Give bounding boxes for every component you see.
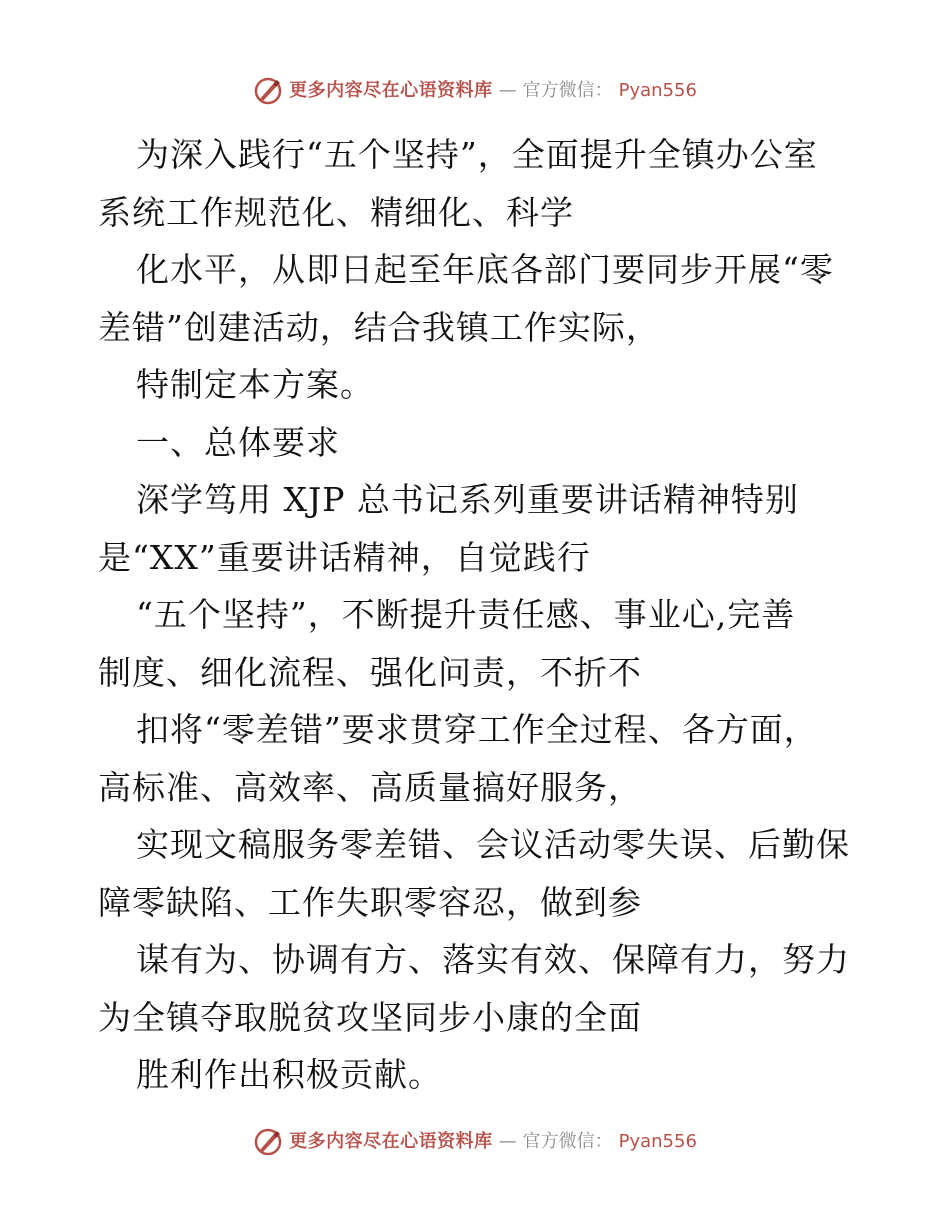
watermark-separator: — <box>498 1131 517 1152</box>
text-line: 差错”创建活动，结合我镇工作实际， <box>98 307 660 347</box>
header-watermark <box>0 76 950 106</box>
text-line: “五个坚持”，不断提升责任感、事业心,完善 <box>136 595 796 634</box>
text-line: 扣将“零差错”要求贯穿工作全过程、各方面， <box>136 710 818 749</box>
text-line: 系统工作规范化、精细化、科学 <box>98 192 574 232</box>
section-heading: 一、总体要求 <box>136 422 340 462</box>
text-line: 制度、细化流程、强化问责，不折不 <box>98 652 642 692</box>
watermark-wechat-id: Pyan556 <box>618 1131 697 1152</box>
document-body <box>98 126 858 1104</box>
text-line: 实现文稿服务零差错、会议活动零失误、后勤保 <box>136 825 850 864</box>
text-line: 高标准、高效率、高质量搞好服务， <box>98 767 642 807</box>
text-line: 胜利作出积极贡献。 <box>136 1055 442 1094</box>
watermark-site-text: 更多内容尽在心语资料库 <box>289 80 493 101</box>
watermark-separator: — <box>498 80 517 101</box>
text-line: 特制定本方案。 <box>136 365 374 404</box>
text-line: 障零缺陷、工作失职零容忍，做到参 <box>98 882 642 922</box>
text-line: 为深入践行“五个坚持”，全面提升全镇办公室 <box>136 135 818 174</box>
text-line: 深学笃用 XJP 总书记系列重要讲话精神特别 <box>136 480 799 519</box>
footer-watermark <box>0 1127 950 1157</box>
text-line: 是“XX”重要讲话精神，自觉践行 <box>98 537 591 577</box>
watermark-wechat-label: 官方微信： <box>522 80 613 101</box>
watermark-site-text: 更多内容尽在心语资料库 <box>289 1131 493 1152</box>
pen-logo-icon <box>253 76 283 106</box>
text-line: 谋有为、协调有方、落实有效、保障有力，努力 <box>136 940 850 979</box>
pen-logo-icon <box>253 1127 283 1157</box>
text-line: 化水平，从即日起至年底各部门要同步开展“零 <box>136 250 834 289</box>
watermark-wechat-id: Pyan556 <box>618 80 697 101</box>
watermark-wechat-label: 官方微信： <box>522 1131 613 1152</box>
text-line: 为全镇夺取脱贫攻坚同步小康的全面 <box>98 997 642 1037</box>
